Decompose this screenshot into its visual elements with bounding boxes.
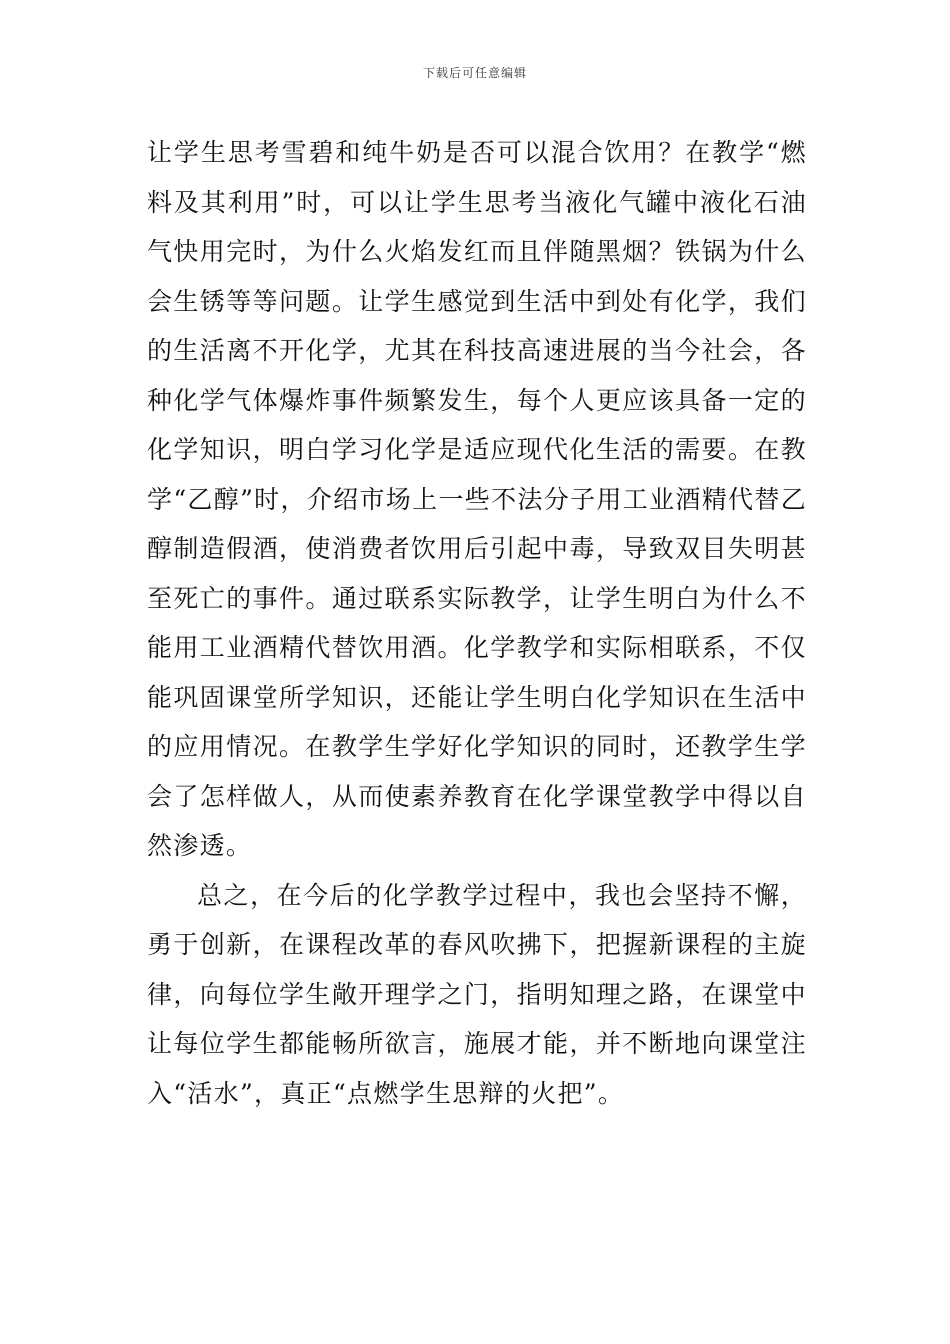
body-paragraph-2: 总之，在今后的化学教学过程中，我也会坚持不懈，勇于创新，在课程改革的春风吹拂下，把握新课程的主旋律，向每位学生敞开理学之门，指明知理之路，在课堂中让每位学生都能畅所欲言，施展才能，并不断地向课堂注入“活水”，真正“点燃学生思辩的火把”。 [147,880,807,1108]
document-body [147,128,807,1118]
page-header-note: 下载后可任意编辑 [422,66,527,80]
body-paragraph-1: 让学生思考雪碧和纯牛奶是否可以混合饮用？在教学“燃料及其利用”时，可以让学生思考当液化气罐中液化石油气快用完时，为什么火焰发红而且伴随黑烟？铁锅为什么会生锈等等问题。让学生感觉到生活中到处有化学，我们的生活离不开化学，尤其在科技高速进展的当今社会，各种化学气体爆炸事件频繁发生，每个人更应该具备一定的化学知识，明白学习化学是适应现代化生活的需要。在教学“乙醇”时，介绍市场上一些不法分子用工业酒精代替乙醇制造假酒，使消费者饮用后引起中毒，导致双目失明甚至死亡的事件。通过联系实际教学，让学生明白为什么不能用工业酒精代替饮用酒。化学教学和实际相联系，不仅能巩固课堂所学知识，还能让学生明白化学知识在生活中的应用情况。在教学生学好化学知识的同时，还教学生学会了怎样做人，从而使素养教育在化学课堂教学中得以自然渗透。 [147,138,807,860]
